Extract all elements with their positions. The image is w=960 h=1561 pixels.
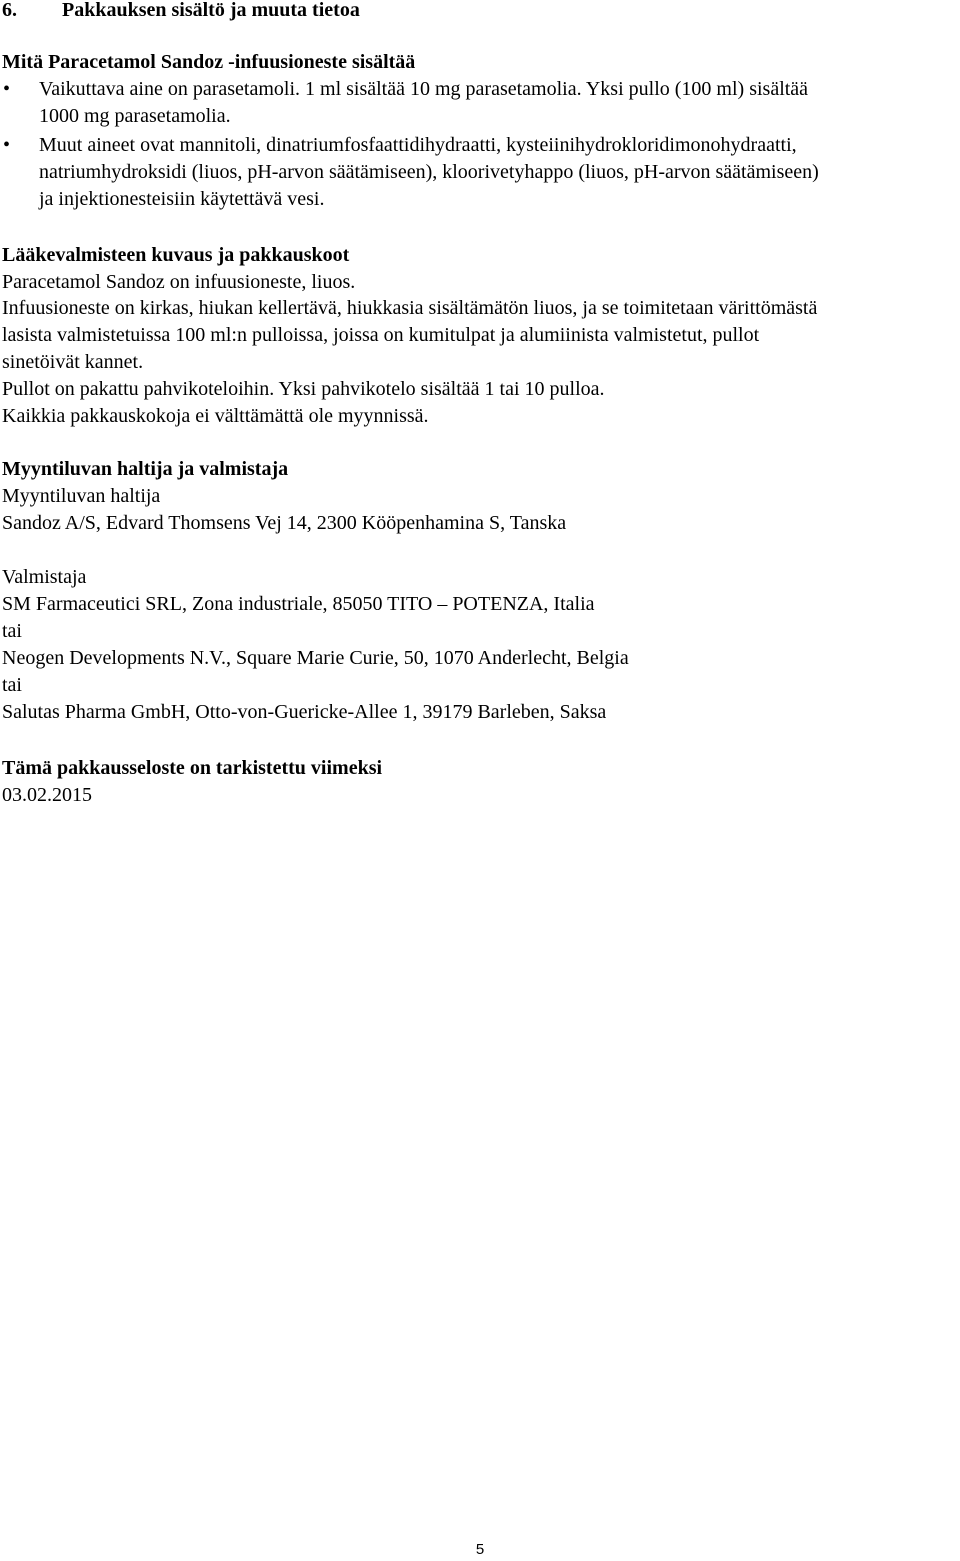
revision-heading: Tämä pakkausseloste on tarkistettu viimeksi [2, 757, 383, 779]
holder-heading: Myyntiluvan haltija ja valmistaja [2, 458, 289, 480]
or-separator: tai [2, 674, 22, 696]
bullet-2-line-2: natriumhydroksidi (liuos, pH-arvon säätämiseen), kloorivetyhappo (liuos, pH-arvon säätämiseen) [39, 161, 819, 183]
manufacturer-address: Neogen Developments N.V., Square Marie Curie, 50, 1070 Anderlecht, Belgia [2, 647, 629, 669]
description-line: Pullot on pakattu pahvikoteloihin. Yksi pahvikotelo sisältää 1 tai 10 pulloa. [2, 378, 605, 400]
description-heading: Lääkevalmisteen kuvaus ja pakkauskoot [2, 244, 350, 266]
revision-date: 03.02.2015 [2, 784, 92, 806]
bullet-2-line-1: Muut aineet ovat mannitoli, dinatriumfosfaattidihydraatti, kysteiinihydrokloridimonohydraatti, [39, 134, 797, 156]
bullet-icon: • [3, 78, 11, 100]
holder-label: Myyntiluvan haltija [2, 485, 161, 507]
bullet-1-line-2: 1000 mg parasetamolia. [39, 105, 231, 127]
manufacturer-address: Salutas Pharma GmbH, Otto-von-Guericke-Allee 1, 39179 Barleben, Saksa [2, 701, 607, 723]
description-line: Paracetamol Sandoz on infuusioneste, liuos. [2, 271, 356, 293]
page-number: 5 [475, 1541, 485, 1558]
description-line: Kaikkia pakkauskokoja ei välttämättä ole myynnissä. [2, 405, 429, 427]
contents-heading: Mitä Paracetamol Sandoz -infuusioneste sisältää [2, 51, 416, 73]
section-number: 6. [2, 0, 17, 21]
description-line: lasista valmistetuissa 100 ml:n pulloissa, joissa on kumitulpat ja alumiinista valmistetut, pullot [2, 324, 760, 346]
description-line: Infuusioneste on kirkas, hiukan kellertävä, hiukkasia sisältämätön liuos, ja se toimitetaan värittömästä [2, 297, 818, 319]
or-separator: tai [2, 620, 22, 642]
description-line: sinetöivät kannet. [2, 351, 144, 373]
bullet-1-line-1: Vaikuttava aine on parasetamoli. 1 ml sisältää 10 mg parasetamolia. Yksi pullo (100 ml) sisältää [39, 78, 809, 100]
bullet-2-line-3: ja injektionesteisiin käytettävä vesi. [39, 188, 325, 210]
section-title: Pakkauksen sisältö ja muuta tietoa [62, 0, 360, 21]
bullet-icon: • [3, 134, 11, 156]
section-heading [2, 0, 360, 22]
holder-address: Sandoz A/S, Edvard Thomsens Vej 14, 2300 Kööpenhamina S, Tanska [2, 512, 567, 534]
manufacturer-address: SM Farmaceutici SRL, Zona industriale, 85050 TITO – POTENZA, Italia [2, 593, 595, 615]
manufacturer-label: Valmistaja [2, 566, 87, 588]
